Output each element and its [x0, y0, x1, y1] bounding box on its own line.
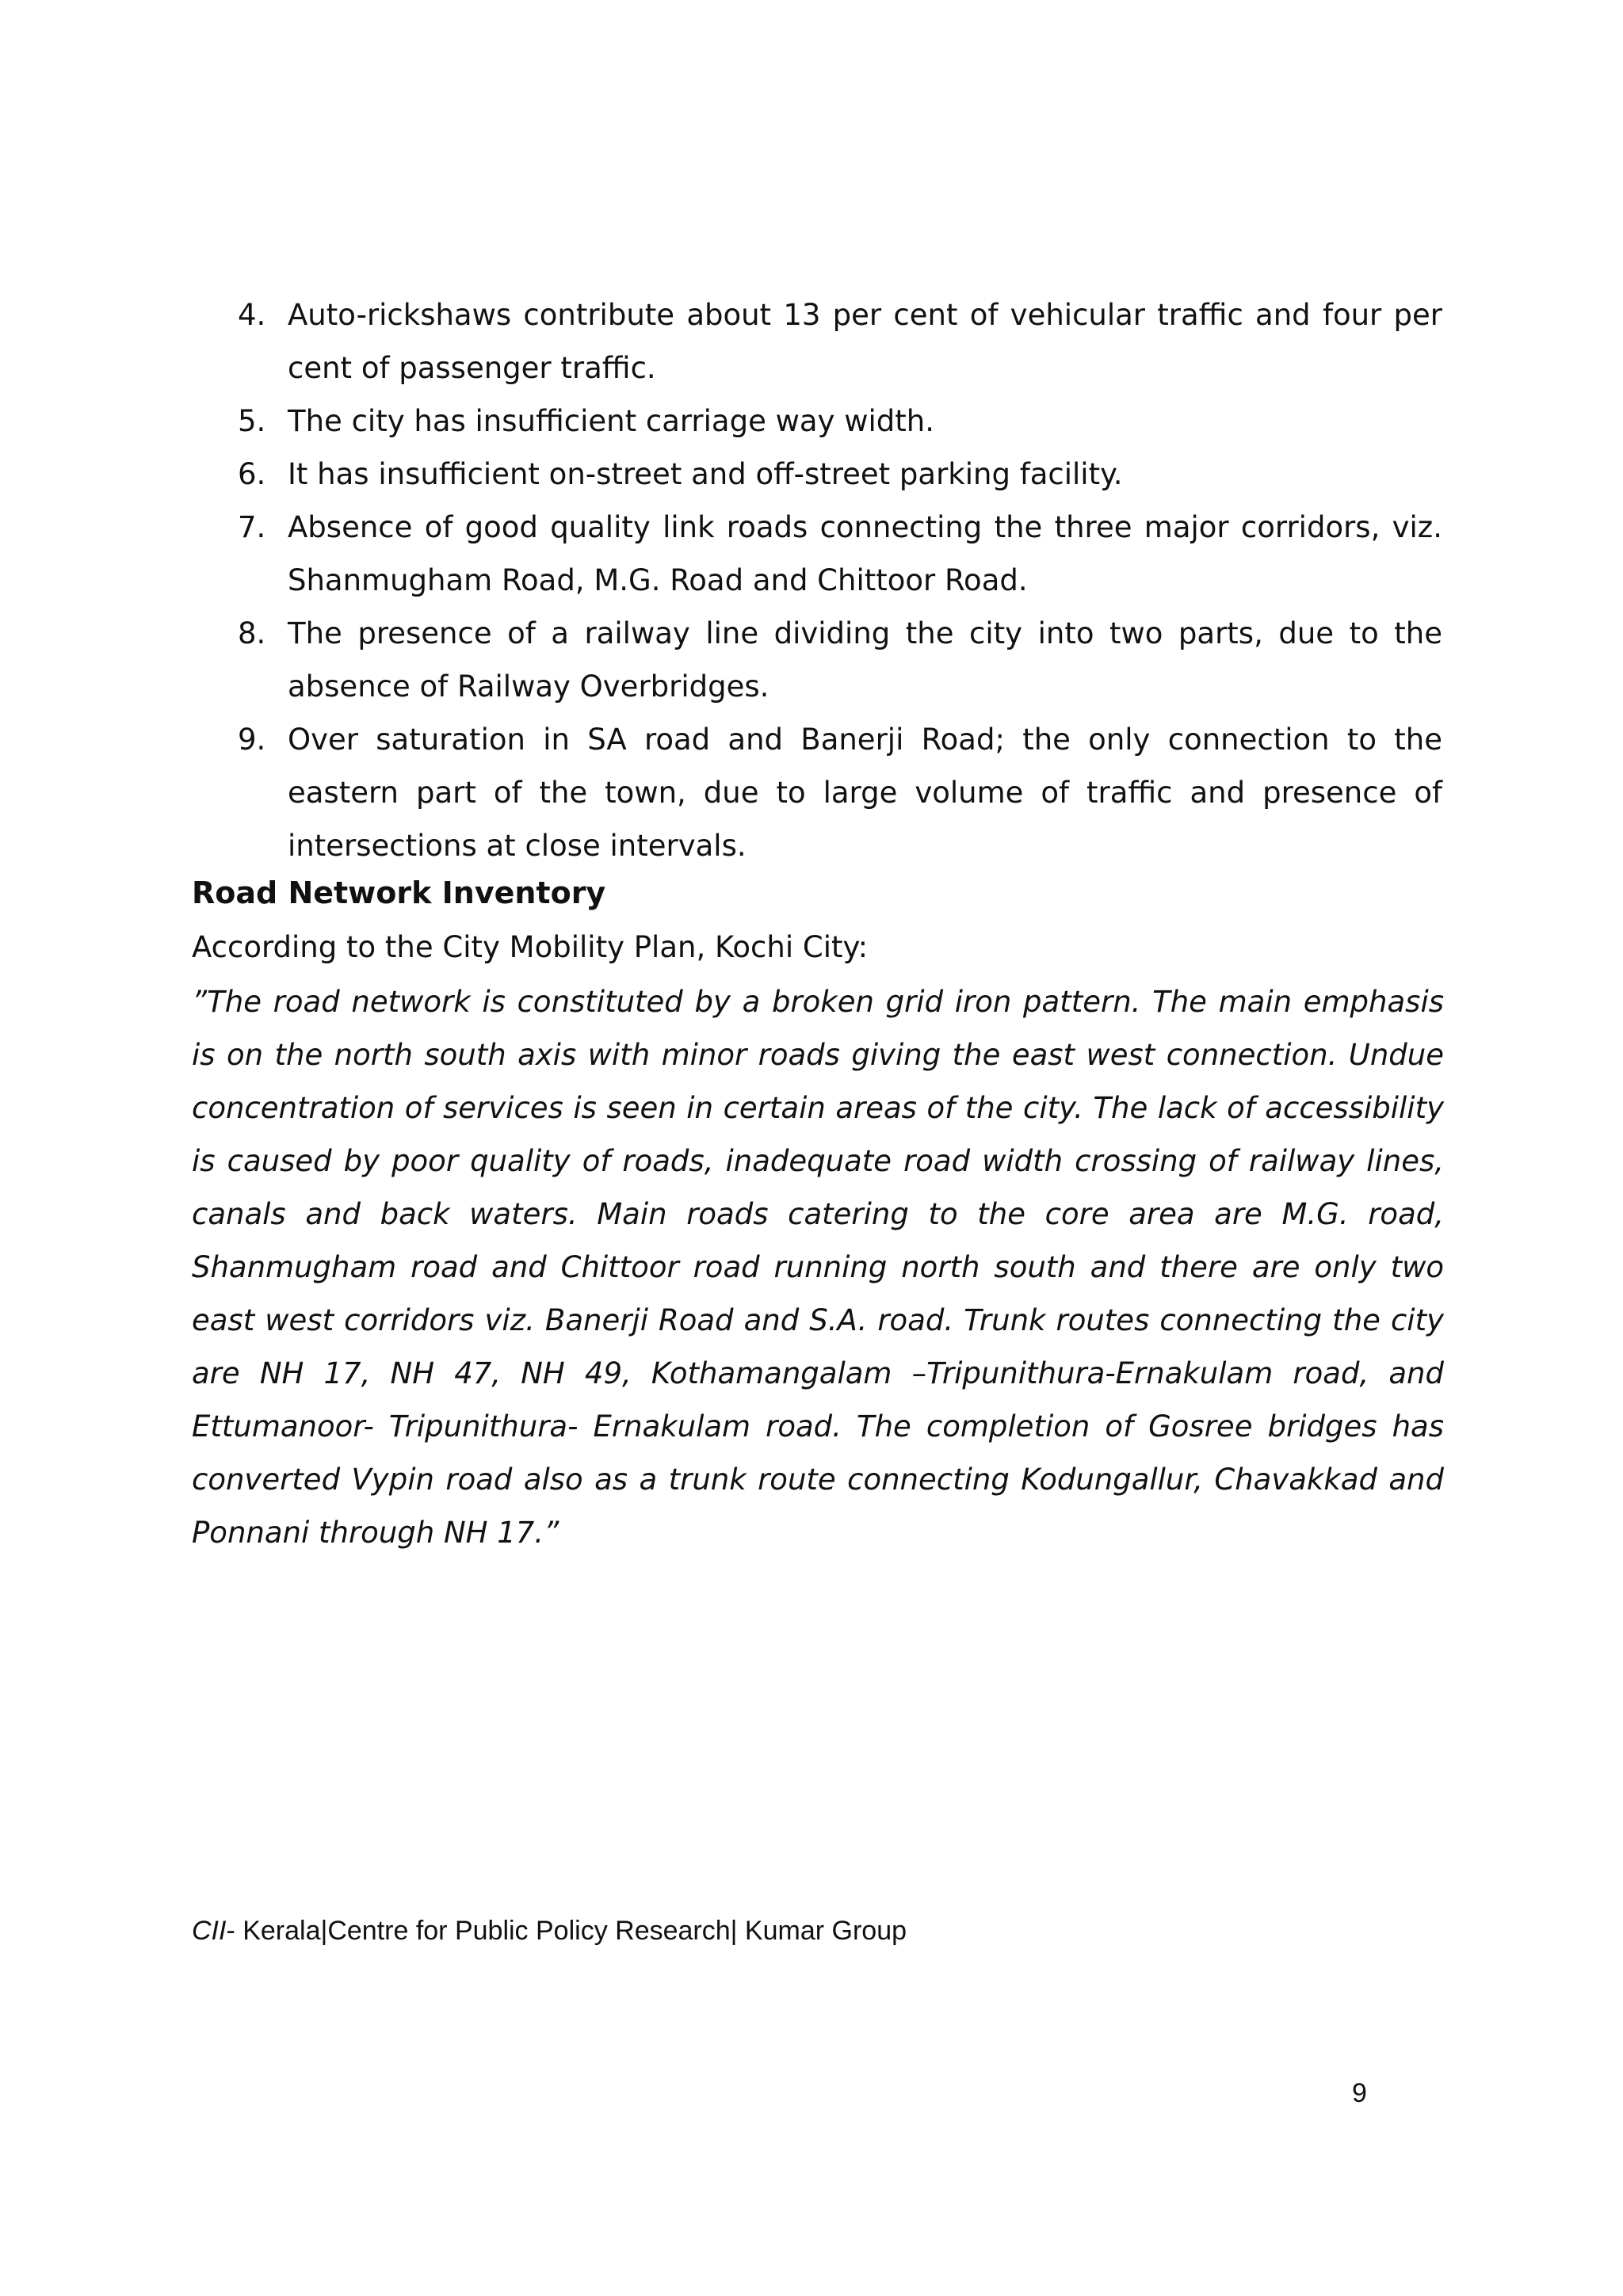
- list-item-text: Auto-rickshaws contribute about 13 per cent of vehicular traffic and four per cent of passenger traffic.: [288, 298, 1442, 385]
- list-item-number: 7.: [238, 510, 266, 544]
- section-intro: According to the City Mobility Plan, Kochi City:: [192, 930, 869, 964]
- numbered-list: [238, 288, 1442, 872]
- list-item-text: The presence of a railway line dividing the city into two parts, due to the absence of Railway Overbridges.: [288, 616, 1442, 704]
- list-item: [238, 288, 1442, 395]
- list-item: [238, 607, 1442, 713]
- block-quote: ”The road network is constituted by a broken grid iron pattern. The main emphasis is on the north south axis with minor roads giving the east west connection. Undue concentration of services is seen in certain areas of the city. The lack of accessibility is caused by poor quality of roads, inadequate road width crossing of railway lines, canals and back waters. Main roads catering to the core area are M.G. road, Shanmugham road and Chittoor road running north south and there are only two east west corridors viz. Banerji Road and S.A. road. Trunk routes connecting the city are NH 17, NH 47, NH 49, Kothamangalam –Tripunithura-Ernakulam road, and Ettumanoor- Tripunithura- Ernakulam road. The completion of Gosree bridges has converted Vypin road also as a trunk route connecting Kodungallur, Chavakkad and Ponnani through NH 17.”: [192, 985, 1444, 1550]
- page-number: 9: [1352, 2078, 1367, 2108]
- list-item: [238, 395, 1442, 448]
- list-item: [238, 501, 1442, 607]
- section-heading: Road Network Inventory: [192, 875, 606, 910]
- list-item-text: Absence of good quality link roads connecting the three major corridors, viz. Shanmugham Road, M.G. Road and Chittoor Road.: [288, 510, 1442, 597]
- list-item-text: Over saturation in SA road and Banerji Road; the only connection to the eastern part of the town, due to large volume of traffic and presence of intersections at close intervals.: [288, 723, 1442, 863]
- list-item-number: 4.: [238, 298, 266, 332]
- footer-text: - Kerala|Centre for Public Policy Research| Kumar Group: [226, 1916, 907, 1946]
- page-footer: [192, 1912, 907, 1950]
- footer-cii: CII: [192, 1916, 227, 1946]
- list-item: [238, 713, 1442, 872]
- list-item-number: 5.: [238, 404, 266, 438]
- list-item-number: 6.: [238, 457, 266, 491]
- list-item: [238, 448, 1442, 501]
- list-item-text: The city has insufficient carriage way width.: [288, 404, 934, 438]
- list-item-number: 8.: [238, 616, 266, 650]
- list-item-text: It has insufficient on-street and off-street parking facility.: [288, 457, 1123, 491]
- list-item-number: 9.: [238, 723, 266, 757]
